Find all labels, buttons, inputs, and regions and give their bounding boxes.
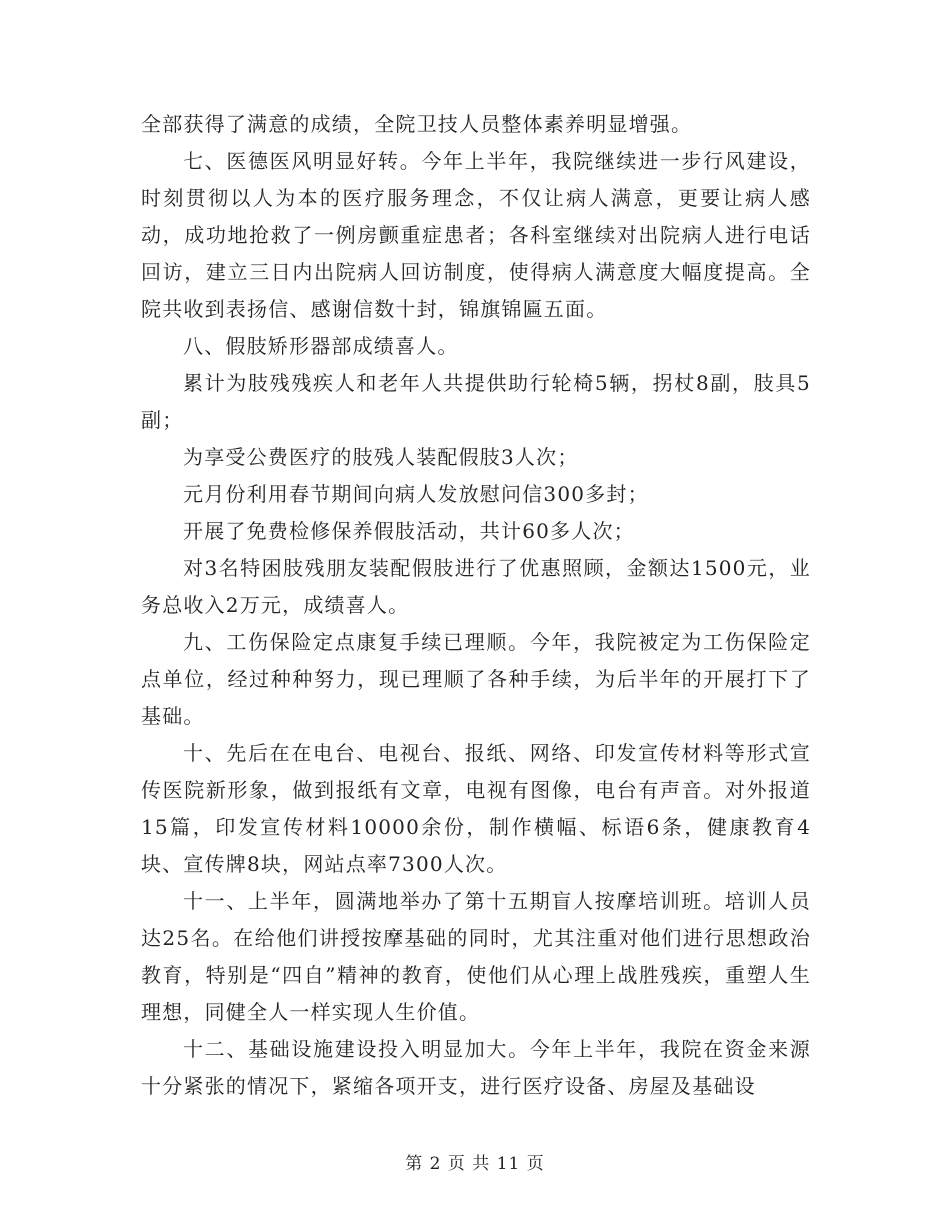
paragraph-item-prosthetics: 为享受公费医疗的肢残人装配假肢3人次； bbox=[183, 445, 579, 469]
paragraph-section-7: 七、医德医风明显好转。今年上半年，我院继续进一步行风建设，时刻贯彻以人为本的医疗服务理念，不仅让病人满意，更要让病人感动，成功地抢救了一例房颤重症患者；各科室继续对出院病人进行电话回访，建立三日内出院病人回访制度，使得病人满意度大幅度提高。全院共收到表扬信、感谢信数十封，锦旗锦匾五面。 bbox=[141, 149, 811, 321]
paragraph-section-11: 十一、上半年，圆满地举办了第十五期盲人按摩培训班。培训人员达25名。在给他们讲授按摩基础的同时，尤其注重对他们进行思想政治教育，特别是“四自”精神的教育，使他们从心理上战胜残疾，重塑人生理想，同健全人一样实现人生价值。 bbox=[141, 889, 811, 1024]
paragraph-item-letters: 元月份利用春节期间向病人发放慰问信300多封； bbox=[183, 482, 649, 506]
document-body bbox=[141, 106, 811, 1105]
paragraph-section-8: 八、假肢矫形器部成绩喜人。 bbox=[183, 334, 459, 358]
paragraph-item-maintenance: 开展了免费检修保养假肢活动，共计60多人次； bbox=[183, 519, 635, 543]
paragraph-continuation: 全部获得了满意的成绩，全院卫技人员整体素养明显增强。 bbox=[141, 112, 693, 136]
paragraph-item-discount: 对3名特困肢残朋友装配假肢进行了优惠照顾，金额达1500元，业务总收入2万元，成绩喜人。 bbox=[141, 556, 811, 617]
paragraph-section-9: 九、工伤保险定点康复手续已理顺。今年，我院被定为工伤保险定点单位，经过种种努力，现已理顺了各种手续，为后半年的开展打下了基础。 bbox=[141, 630, 811, 728]
page-number-footer: 第 2 页 共 11 页 bbox=[405, 1154, 545, 1174]
paragraph-section-10: 十、先后在在电台、电视台、报纸、网络、印发宣传材料等形式宣传医院新形象，做到报纸有文章，电视有图像，电台有声音。对外报道15篇，印发宣传材料10000余份，制作横幅、标语6条，健康教育4块、宣传牌8块，网站点率7300人次。 bbox=[141, 741, 811, 876]
paragraph-item-wheelchairs: 累计为肢残残疾人和老年人共提供助行轮椅5辆，拐杖8副，肢具5副； bbox=[141, 371, 811, 432]
paragraph-section-12: 十二、基础设施建设投入明显加大。今年上半年，我院在资金来源十分紧张的情况下，紧缩各项开支，进行医疗设备、房屋及基础设 bbox=[141, 1037, 811, 1098]
